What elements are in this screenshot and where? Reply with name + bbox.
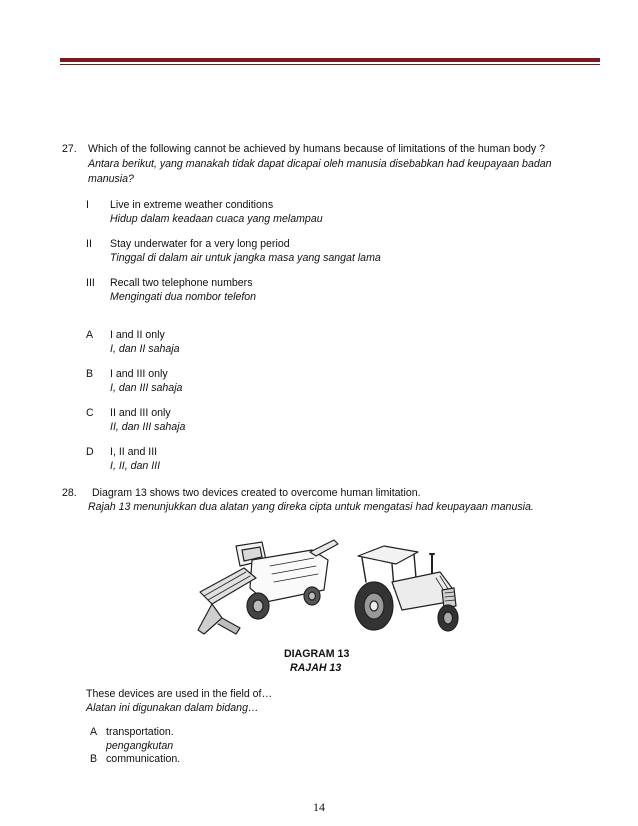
q27-question-ms: Antara berikut, yang manakah tidak dapat dicapai oleh manusia disebabkan had keupayaan badan xyxy=(88,158,552,170)
q27-option-letter: C xyxy=(86,407,94,419)
q28-stem-en: Diagram 13 shows two devices created to overcome human limitation. xyxy=(92,487,421,499)
q28-option-en: communication. xyxy=(106,753,181,765)
q27-statement-roman: I xyxy=(86,199,89,211)
q27-option-en: II and III only xyxy=(110,407,171,419)
q27-statement-en: Stay underwater for a very long period xyxy=(110,238,290,250)
q27-statement-roman: III xyxy=(86,277,95,289)
q27-option-ms: I, dan II sahaja xyxy=(110,343,180,355)
q27-option-ms: I, II, dan III xyxy=(110,460,161,472)
q27-option-letter: B xyxy=(86,368,94,380)
q27-option-letter: D xyxy=(86,446,94,458)
q28-number: 28. xyxy=(62,487,77,499)
q28-prompt-ms: Alatan ini digunakan dalam bidang… xyxy=(86,702,259,714)
q27-option-ms: I, dan III sahaja xyxy=(110,382,183,394)
header-rule-thin xyxy=(60,64,600,65)
q28-option-ms: pengangkutan xyxy=(106,740,174,752)
q27-statement-ms: Mengingati dua nombor telefon xyxy=(110,291,257,303)
q28-option-letter: B xyxy=(90,753,98,765)
q27-option-letter: A xyxy=(86,329,94,341)
q27-statement-en: Recall two telephone numbers xyxy=(110,277,253,289)
q27-question-ms-cont: manusia? xyxy=(88,173,134,185)
combine-harvester-icon xyxy=(198,540,338,634)
q27-option-en: I, II and III xyxy=(110,446,158,458)
q27-option-ms: II, dan III sahaja xyxy=(110,421,186,433)
q27-statement-ms: Hidup dalam keadaan cuaca yang melampau xyxy=(110,213,323,225)
q27-statement-roman: II xyxy=(86,238,92,250)
q28-option-letter: A xyxy=(90,726,98,738)
page-number: 14 xyxy=(313,800,325,814)
q27-option-en: I and III only xyxy=(110,368,168,380)
tractor-icon xyxy=(355,546,458,631)
q27-question-en: Which of the following cannot be achieved by humans because of limitations of the human body ? xyxy=(88,143,545,155)
q28-prompt-en: These devices are used in the field of… xyxy=(86,688,273,700)
diagram-label-ms: RAJAH 13 xyxy=(290,662,342,674)
diagram-13-illustration xyxy=(196,538,464,644)
q27-number: 27. xyxy=(62,143,77,155)
q28-stem-ms: Rajah 13 menunjukkan dua alatan yang direka cipta untuk mengatasi had keupayaan manusia. xyxy=(88,501,534,513)
header-rule-thick xyxy=(60,58,600,62)
q27-statement-en: Live in extreme weather conditions xyxy=(110,199,274,211)
q27-statement-ms: Tinggal di dalam air untuk jangka masa yang sangat lama xyxy=(110,252,381,264)
q27-option-en: I and II only xyxy=(110,329,165,341)
diagram-label-en: DIAGRAM 13 xyxy=(284,648,350,660)
q28-option-en: transportation. xyxy=(106,726,174,738)
